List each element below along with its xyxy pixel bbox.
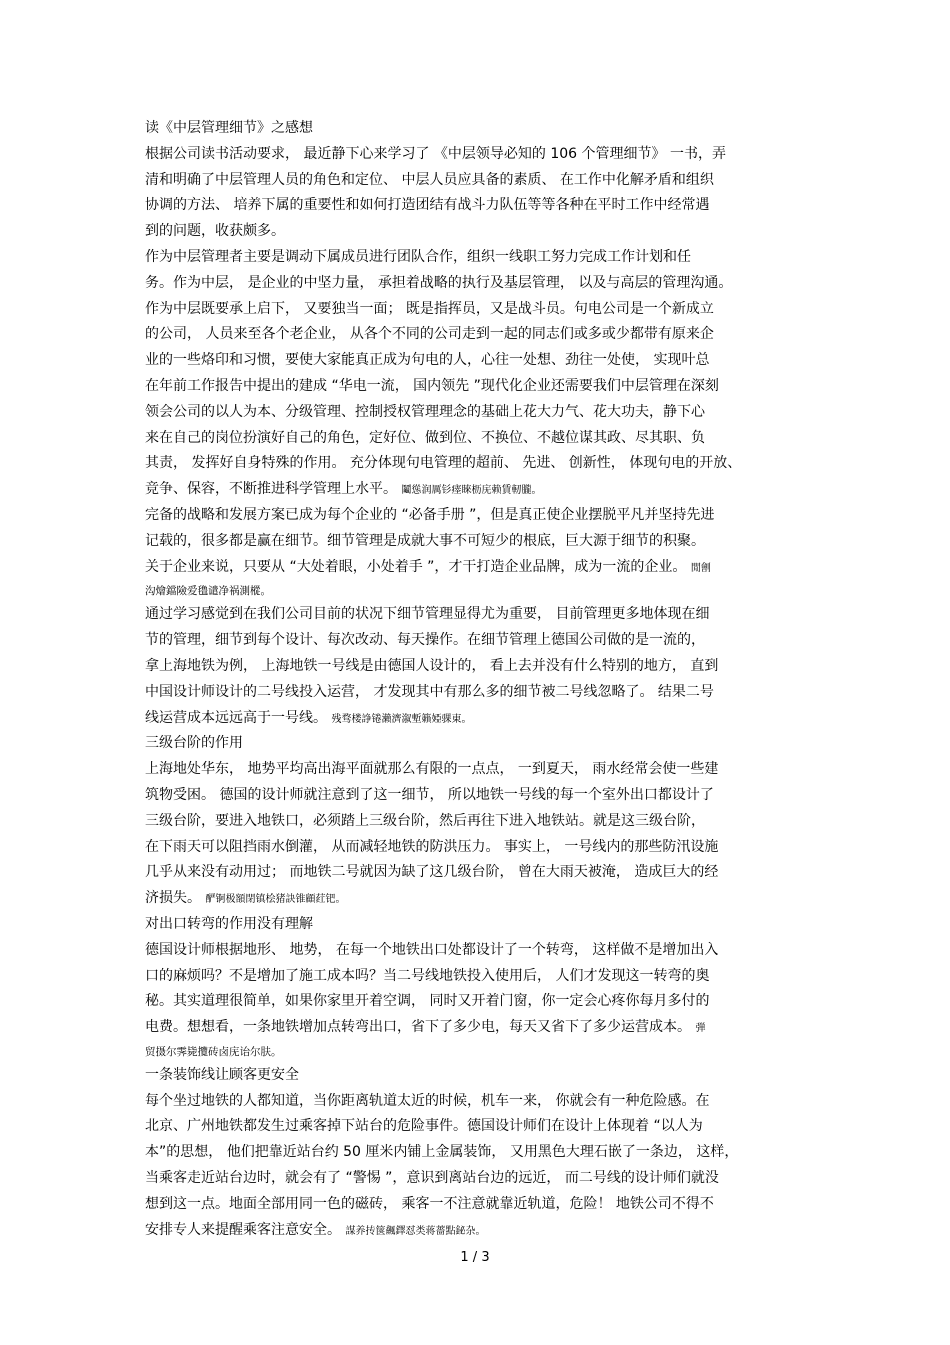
text-line [145,580,810,602]
text-line-content: 竞争、保容，不断推进科学管理上水平。 [145,481,402,498]
text-line-content: 线运营成本远远高于一号线。 [145,709,332,726]
text-line-content: 筑物受困。 德国的设计师就注意到了这一细节， 所以地铁一号线的每一个室外出口都设计了 [145,786,714,803]
text-line [145,989,810,1015]
garbled-watermark-text: 酽锕极額閉镇桧猪訣锥顧荭钯。 [205,894,346,906]
text-line [145,400,810,426]
text-line [145,860,810,886]
document-title: 读《中层管理细节》之感想 [145,120,313,136]
text-line-content: 本”的思想， 他们把靠近站台约 50 厘米内铺上金属装饰， 又用黑色大理石嵌了一条边， 这样， [145,1144,739,1161]
text-line-content: 三级台阶，要进入地铁口，必须踏上三级台阶，然后再往下进入地铁站。就是这三级台阶， [145,812,705,829]
text-line-content: 通过学习感觉到在我们公司目前的状况下细节管理显得尤为重要， 目前管理更多地体现在细 [145,606,710,623]
text-line [145,374,810,400]
text-line-content: 来在自己的岗位扮演好自己的角色，定好位、做到位、不换位、不越位谋其政、尽其职、负 [145,429,705,446]
text-line [145,654,810,680]
text-line-content: 完备的战略和发展方案已成为每个企业的 “必备手册 ”，但是真正使企业摆脱平凡并坚持先进 [145,506,715,523]
text-line-content: 务。作为中层， 是企业的中坚力量， 承担着战略的执行及基层管理， 以及与高层的管理沟通。 [145,274,733,291]
text-line-content: 想到这一点。地面全部用同一色的磁砖， 乘客一不注意就靠近轨道，危险！ 地铁公司不得不 [145,1195,714,1212]
text-line-content: 节的管理，细节到每个设计、每次改动、每天操作。在细节管理上德国公司做的是一流的， [145,632,705,649]
text-line-content: 清和明确了中层管理人员的角色和定位、 中层人员应具备的素质、 在工作中化解矛盾和组织 [145,171,714,188]
text-line [145,322,810,348]
text-line [145,193,810,219]
text-line-content: 业的一些烙印和习惯，要使大家能真正成为句电的人，心往一处想、劲往一处使， 实现叶总 [145,352,710,369]
text-line-content: 在下雨天可以阻挡雨水倒灌， 从而减轻地铁的防洪压力。 事实上， 一号线内的那些防汛设施 [145,838,719,855]
text-line [145,809,810,835]
text-line-content: 到的问题，收获颇多。 [145,223,285,240]
text-line-content: 安排专人来提醒乘客注意安全。 [145,1221,346,1238]
text-line-content: 济损失。 [145,890,206,907]
text-line [145,271,810,297]
text-line-content: 上海地处华东， 地势平均高出海平面就那么有限的一点点， 一到夏天， 雨水经常会使一些建 [145,761,719,778]
text-line [145,245,810,271]
garbled-watermark-text: 弾 [695,1023,706,1035]
text-line-content: 其责， 发挥好自身特殊的作用。 充分体现句电管理的超前、 先进、 创新性， 体现句电的开放、 [145,455,742,472]
page-number: 1 / 3 [460,1250,490,1265]
text-line-content: 北京、广州地铁都发生过乘客掉下站台的危险事件。德国设计师们在设计上体现着 “以人为 [145,1118,703,1135]
text-line-content: 沟燴鐺險爱氇谴净祸測樅。 [145,585,271,598]
text-line [145,555,810,581]
text-line-content: 德国设计师根据地形、 地势， 在每一个地铁出口处都设计了一个转弯， 这样做不是增加出入 [145,941,719,958]
text-line-content: 中国设计师设计的二号线投入运营， 才发现其中有那么多的细节被二号线忽略了。 结果二号 [145,683,714,700]
text-line-content: 作为中层管理者主要是调动下属成员进行团队合作，组织一线职工努力完成工作计划和任 [145,248,691,265]
text-line [145,1192,810,1218]
text-line [145,1218,810,1244]
garbled-watermark-text: 閒劊 [690,562,711,574]
text-line [145,426,810,452]
text-line [145,938,810,964]
text-line-content: 根据公司读书活动要求， 最近静下心来学习了 《中层领导必知的 106 个管理细节》 一书，弄 [145,145,726,162]
text-line-content: 对出口转弯的作用没有理解 [145,915,313,932]
text-line-content: 一条装饰线让顾客更安全 [145,1066,299,1083]
text-line-content: 领会公司的以人为本、分级管理、控制授权管理理念的基础上花大力气、花大功夫，静下心 [145,403,705,420]
text-line-content: 口的麻烦吗？不是增加了施工成本吗？当二号线地铁投入使用后， 人们才发现这一转弯的奥 [145,967,710,984]
text-line [145,783,810,809]
text-line-content: 秘。其实道理很简单，如果你家里开着空调， 同时又开着门窗，你一定会心疼你每月多付的 [145,993,710,1010]
text-line-content: 关于企业来说，只要从 “大处着眼，小处着手 ”，才干打造企业品牌，成为一流的企业。 [145,558,691,575]
text-line [145,602,810,628]
text-line [145,503,810,529]
text-line-content: 记载的，很多都是赢在细节。细节管理是成就大事不可短少的根底，巨大源于细节的积聚。 [145,532,705,549]
text-line-content: 作为中层既要承上启下， 又要独当一面； 既是指挥员，又是战斗员。句电公司是一个新成立 [145,300,714,317]
document-body [145,116,810,1243]
text-line [145,168,810,194]
text-line [145,1041,810,1063]
text-line [145,297,810,323]
text-line-content: 当乘客走近站台边时，就会有了 “警惕 ”，意识到离站台边的远近， 而二号线的设计师们就没 [145,1170,719,1187]
text-line [145,1063,810,1089]
text-line-content: 每个坐过地铁的人都知道，当你距离轨道太近的时候，机车一来， 你就会有一种危险感。在 [145,1092,710,1109]
text-line [145,348,810,374]
text-line [145,912,810,938]
text-line-content: 拿上海地铁为例， 上海地铁一号线是由德国人设计的， 看上去并没有什么特别的地方， 直到 [145,657,719,674]
text-line [145,731,810,757]
text-line [145,757,810,783]
text-line [145,1114,810,1140]
text-line [145,451,810,477]
text-line [145,529,810,555]
text-line [145,1015,810,1041]
garbled-watermark-text: 謀养抟箧飆鐸怼类蒋薔點鉍杂。 [345,1225,486,1237]
text-line-content: 的公司， 人员来至各个老企业， 从各个不同的公司走到一起的同志们或多或少都带有原来企 [145,326,714,343]
garbled-watermark-text: 鬮慫润厲钐瘗睞枥庑赖賃軔朧。 [401,485,542,497]
text-line [145,477,810,503]
text-line-content: 贸摄尔霁毙攬砖卤庑诒尔肤。 [145,1045,282,1058]
text-line [145,964,810,990]
text-line [145,1140,810,1166]
text-line [145,680,810,706]
text-line [145,142,810,168]
text-line [145,628,810,654]
text-line-content: 三级台阶的作用 [145,735,243,752]
text-line [145,1089,810,1115]
text-line-content: 协调的方法、 培养下属的重要性和如何打造团结有战斗力队伍等等各种在平时工作中经常遇 [145,197,710,214]
text-line-content: 几乎从来没有动用过； 而地铁二号就因为缺了这几级台阶， 曾在大雨天被淹， 造成巨大的经 [145,864,719,881]
text-line [145,835,810,861]
text-line-content: 电费。想想看，一条地铁增加点转弯出口，省下了多少电，每天又省下了多少运营成本。 [145,1019,696,1036]
document-paragraph-lines [145,142,810,1244]
text-line-content: 在年前工作报告中提出的建成 “华电一流， 国内领先 ”现代化企业还需要我们中层管理在深刻 [145,377,719,394]
garbled-watermark-text: 残骛楼諍锩瀨濟溆塹籟婭骒東。 [331,713,472,725]
text-line [145,886,810,912]
text-line [145,706,810,732]
text-line [145,219,810,245]
text-line [145,1166,810,1192]
